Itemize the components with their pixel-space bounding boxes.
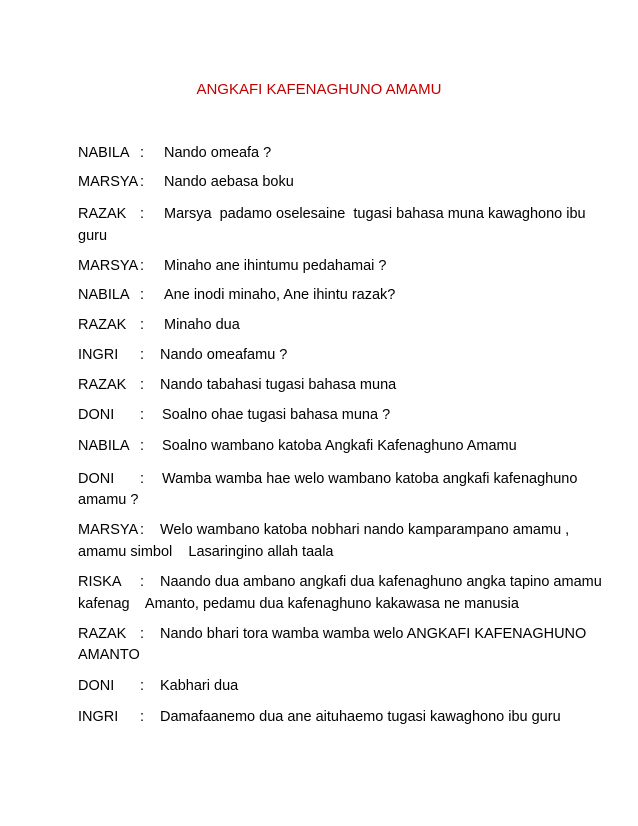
speaker-name: NABILA bbox=[78, 287, 130, 303]
dialogue-text: Nando omeafa ? bbox=[164, 145, 272, 161]
speaker-name: INGRI bbox=[78, 347, 119, 363]
separator: : bbox=[140, 678, 145, 694]
separator: : bbox=[140, 377, 145, 393]
dialogue-continuation: amamu simbol Lasaringino allah taala bbox=[78, 544, 334, 560]
dialogue-text: Ane inodi minaho, Ane ihintu razak? bbox=[164, 287, 396, 303]
speaker-name: MARSYA bbox=[78, 522, 139, 538]
dialogue-line bbox=[78, 707, 578, 727]
dialogue-line bbox=[78, 436, 578, 456]
separator: : bbox=[140, 471, 145, 487]
separator: : bbox=[140, 317, 145, 333]
dialogue-continuation: AMANTO bbox=[78, 647, 140, 663]
speaker-name: MARSYA bbox=[78, 258, 139, 274]
separator: : bbox=[140, 174, 145, 190]
separator: : bbox=[140, 145, 145, 161]
separator: : bbox=[140, 709, 145, 725]
separator: : bbox=[140, 347, 145, 363]
dialogue-text: Soalno ohae tugasi bahasa muna ? bbox=[162, 407, 391, 423]
speaker-name: MARSYA bbox=[78, 174, 139, 190]
dialogue-line bbox=[78, 172, 578, 192]
dialogue-text: Minaho ane ihintumu pedahamai ? bbox=[164, 258, 387, 274]
dialogue-line bbox=[78, 256, 578, 276]
dialogue-text: Minaho dua bbox=[164, 317, 240, 333]
dialogue-line bbox=[78, 624, 587, 644]
document-title: ANGKAFI KAFENAGHUNO AMAMU bbox=[196, 81, 442, 98]
dialogue-line bbox=[78, 520, 578, 540]
dialogue-text: Nando tabahasi tugasi bahasa muna bbox=[160, 377, 397, 393]
dialogue-line bbox=[78, 375, 578, 395]
separator: : bbox=[140, 438, 145, 454]
dialogue-text: Kabhari dua bbox=[160, 678, 239, 694]
dialogue-text: Welo wambano katoba nobhari nando kamparampano amamu , bbox=[160, 522, 570, 538]
speaker-name: RISKA bbox=[78, 574, 122, 590]
separator: : bbox=[140, 407, 145, 423]
dialogue-line bbox=[78, 315, 578, 335]
dialogue-line bbox=[78, 143, 578, 163]
speaker-name: DONI bbox=[78, 407, 115, 423]
speaker-name: RAZAK bbox=[78, 206, 127, 222]
separator: : bbox=[140, 258, 145, 274]
dialogue-text: Marsya padamo oselesaine tugasi bahasa muna kawaghono ibu bbox=[164, 206, 586, 222]
separator: : bbox=[140, 574, 145, 590]
separator: : bbox=[140, 626, 145, 642]
speaker-name: NABILA bbox=[78, 438, 130, 454]
dialogue-line bbox=[78, 345, 578, 365]
separator: : bbox=[140, 206, 145, 222]
dialogue-continuation: kafenag Amanto, pedamu dua kafenaghuno kakawasa ne manusia bbox=[78, 596, 519, 612]
dialogue-line bbox=[78, 676, 578, 696]
speaker-name: RAZAK bbox=[78, 317, 127, 333]
dialogue-continuation: guru bbox=[78, 228, 108, 244]
speaker-name: INGRI bbox=[78, 709, 119, 725]
dialogue-line bbox=[78, 405, 578, 425]
separator: : bbox=[140, 287, 145, 303]
separator: : bbox=[140, 522, 145, 538]
speaker-name: DONI bbox=[78, 678, 115, 694]
speaker-name: RAZAK bbox=[78, 377, 127, 393]
dialogue-text: Soalno wambano katoba Angkafi Kafenaghuno Amamu bbox=[162, 438, 517, 454]
dialogue-text: Nando bhari tora wamba wamba welo ANGKAFI KAFENAGHUNO bbox=[160, 626, 587, 642]
dialogue-line bbox=[78, 285, 578, 305]
speaker-name: RAZAK bbox=[78, 626, 127, 642]
dialogue-text: Damafaanemo dua ane aituhaemo tugasi kawaghono ibu guru bbox=[160, 709, 561, 725]
dialogue-line bbox=[78, 469, 578, 489]
dialogue-text: Nando omeafamu ? bbox=[160, 347, 288, 363]
dialogue-text: Naando dua ambano angkafi dua kafenaghuno angka tapino amamu bbox=[160, 574, 602, 590]
dialogue-line bbox=[78, 204, 586, 224]
speaker-name: DONI bbox=[78, 471, 115, 487]
dialogue-text: Nando aebasa boku bbox=[164, 174, 294, 190]
dialogue-continuation: amamu ? bbox=[78, 492, 139, 508]
dialogue-text: Wamba wamba hae welo wambano katoba angkafi kafenaghuno bbox=[162, 471, 578, 487]
dialogue-line bbox=[78, 572, 602, 592]
speaker-name: NABILA bbox=[78, 145, 130, 161]
